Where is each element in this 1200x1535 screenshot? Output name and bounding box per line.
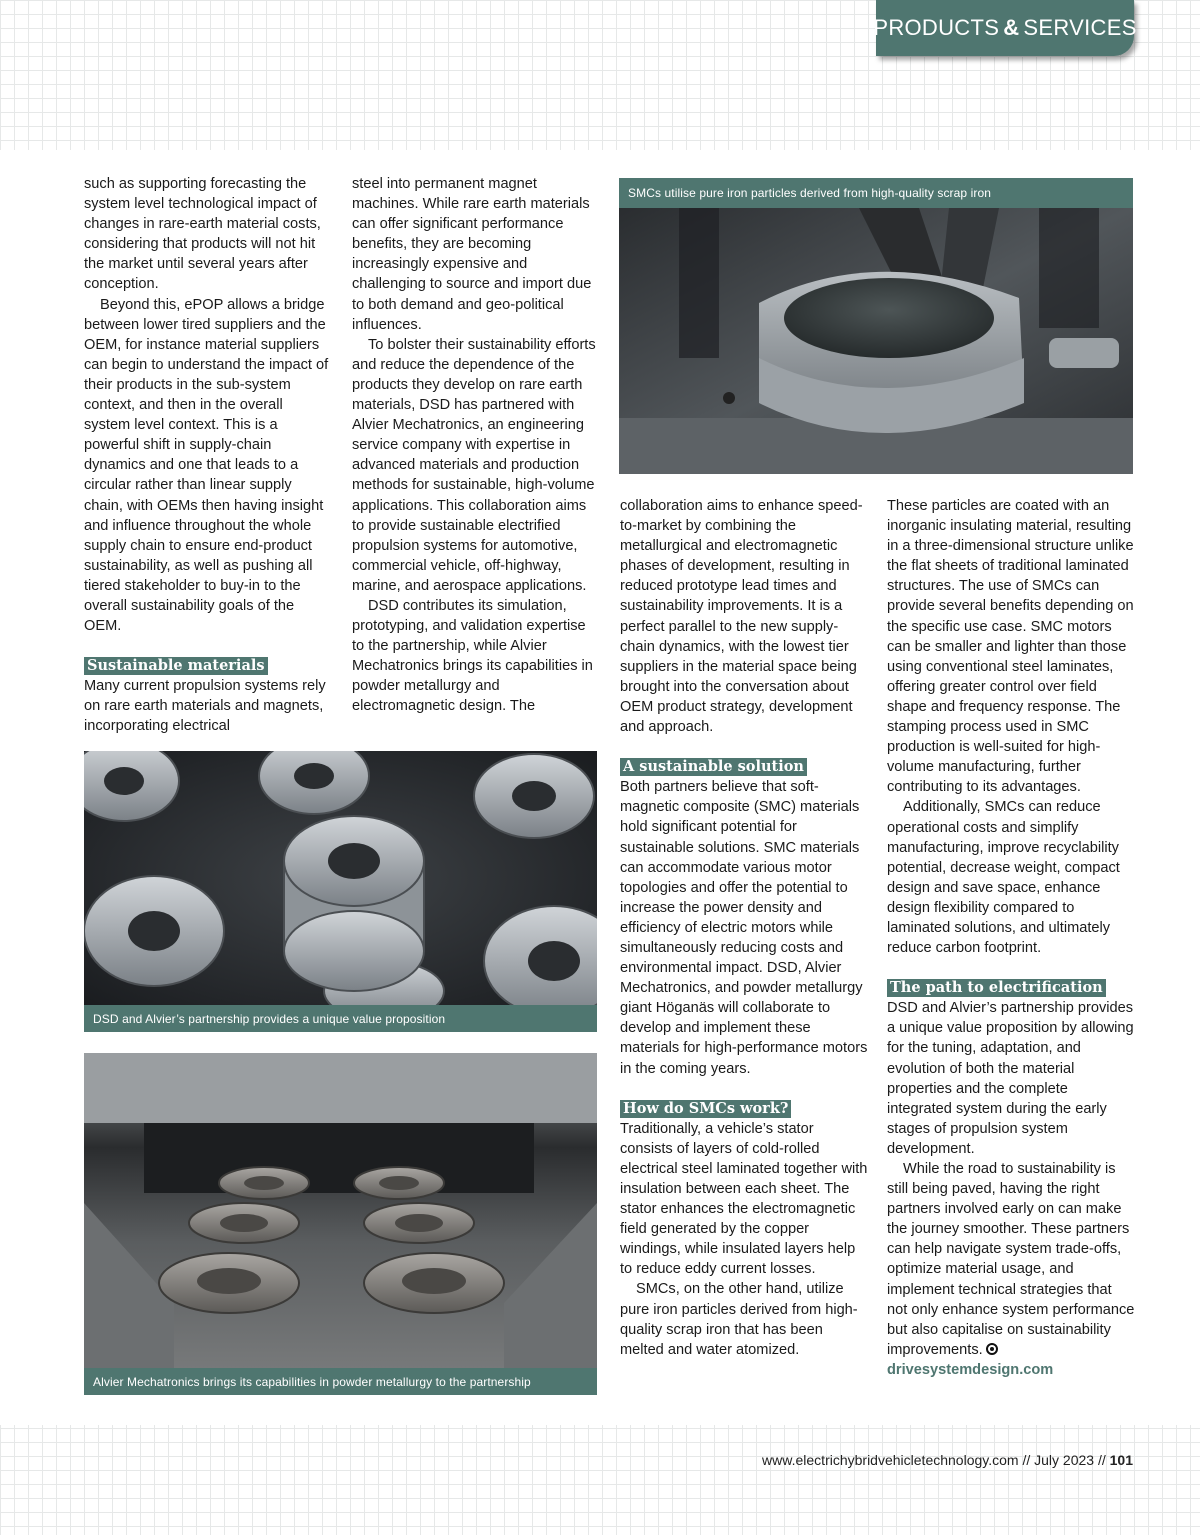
photo-iron-particles-image: [619, 208, 1133, 474]
col4-paragraph-2: Additionally, SMCs can reduce operational costs and simplify manufacturing, improve recyclability potential, decrease weight, compact design and save space, enhance design flexibility compared to laminated solutions, and ultimately reduce carbon footprint.: [887, 799, 1120, 957]
photo-iron-particles: [619, 208, 1133, 474]
footer-site: www.electrichybridvehicletechnology.com: [762, 1452, 1019, 1468]
col4-paragraph-3: DSD and Alvier’s partnership provides a unique value proposition by allowing for the tuning, adaptation, and evolution of both the material properties and the complete integrated system during the early stages of propulsion system development.: [887, 1000, 1134, 1157]
section-tab: [873, 0, 1137, 56]
website-link[interactable]: drivesystemdesign.com: [887, 1361, 1054, 1378]
page-footer: [690, 1452, 1133, 1468]
photo-smc-stators-image: [84, 751, 597, 1005]
footer-separator-1: //: [1018, 1452, 1035, 1468]
photo-smc-stators: [84, 751, 597, 1005]
end-mark-icon: [986, 1343, 998, 1355]
caption-bottom: [84, 1368, 597, 1395]
footer-separator-2: //: [1094, 1452, 1110, 1468]
column-3: [620, 496, 868, 1360]
col2-paragraph-2: To bolster their sustainability efforts and reduce the dependence of the products they develop on rare earth materials, DSD has partnered with Alvier Mechatronics, an engineering service company with expertise in advanced materials and production methods for sustainable, high-volume applications. This collaboration aims to provide sustainable electrified propulsion systems for automotive, commercial vehicle, off-highway, marine, and aerospace applications.: [352, 336, 596, 594]
col1-paragraph-3: Many current propulsion systems rely on rare earth materials and magnets, incorporating electrical: [84, 678, 326, 735]
col4-paragraph-4: [887, 1159, 1135, 1360]
caption-middle: [84, 1005, 597, 1032]
col3-paragraph-1: collaboration aims to enhance speed-to-market by combining the metallurgical and electromagnetic phases of development, resulting in reduced prototype lead times and sustainability improvements. It is a perfect parallel to the new supply-chain dynamics, with the lowest tier suppliers in the material space being brought into the conversation about OEM product strategy, development and approach.: [620, 498, 863, 736]
caption-middle-text: DSD and Alvier’s partnership provides a unique value proposition: [93, 1011, 446, 1026]
col2-paragraph-3: DSD contributes its simulation, prototyping, and validation expertise to the partnership, while Alvier Mechatronics brings its capabilities in powder metallurgy and electromagnetic design. The: [352, 597, 593, 715]
column-4: [887, 496, 1135, 1380]
heading-path-to-electrification: The path to electrification: [887, 979, 1106, 997]
col3-paragraph-3: Traditionally, a vehicle’s stator consists of layers of cold-rolled electrical steel laminated together with insulation between each sheet. The stator enhances the electromagnetic field generated by the copper windings, while insulated layers help to reduce eddy current losses.: [620, 1120, 868, 1278]
column-2: [352, 174, 600, 717]
heading-sustainable-solution: A sustainable solution: [620, 758, 807, 776]
col2-paragraph-1: steel into permanent magnet machines. While rare earth materials can offer significant performance benefits, they are becoming increasingly expensive and challenging to source and import due to both demand and geo-political influences.: [352, 176, 592, 333]
photo-powder-gears: [84, 1053, 597, 1368]
photo-powder-gears-image: [84, 1053, 597, 1368]
col1-paragraph-2: Beyond this, ePOP allows a bridge between lower tired suppliers and the OEM, for instance material suppliers can begin to understand the impact of their products in the sub-system context, and then in the overall system level context. This is a powerful shift in supply-chain dynamics and one that leads to a circular rather than linear supply chain, with OEMs then having insight and influence throughout the whole supply chain to ensure end-product sustainability, as well as pushing all tiered stakeholder to buy-in to the overall sustainability goals of the OEM.: [84, 296, 329, 635]
caption-top: [619, 178, 1133, 208]
col4-paragraph-1: These particles are coated with an inorganic insulating material, resulting in a three-dimensional structure unlike the flat sheets of traditional laminated structures. The use of SMCs can provide several benefits depending on the specific use case. SMC motors can be smaller and lighter than those using conventional steel laminates, offering greater control over field shape and frequency response. The stamping process used in SMC production is well-suited for high-volume manufacturing, further contributing to its advantages.: [887, 498, 1134, 796]
section-label-amp: &: [1003, 15, 1020, 40]
heading-sustainable-materials: Sustainable materials: [84, 657, 268, 675]
col3-paragraph-4: SMCs, on the other hand, utilize pure iron particles derived from high-quality scrap iron that has been melted and water atomized.: [620, 1281, 858, 1358]
section-label-products: PRODUCTS: [873, 15, 1000, 40]
caption-top-text: SMCs utilise pure iron particles derived from high-quality scrap iron: [628, 186, 992, 200]
heading-how-smcs-work: How do SMCs work?: [620, 1100, 791, 1118]
col3-paragraph-2: Both partners believe that soft-magnetic composite (SMC) materials hold significant potential for sustainable solutions. SMC materials can accommodate various motor topologies and offer the potential to increase the power density and efficiency of electric motors while simultaneously reducing costs and environmental impact. DSD, Alvier Mechatronics, and powder metallurgy giant Höganäs will collaborate to develop and implement these materials for high-performance motors in the coming years.: [620, 779, 868, 1077]
page-number: 101: [1109, 1452, 1133, 1468]
section-label-services: SERVICES: [1023, 15, 1137, 40]
column-1: [84, 174, 332, 737]
col1-paragraph-1: such as supporting forecasting the system level technological impact of changes in rare-earth material costs, considering that products will not hit the market until several years after conception.: [84, 176, 321, 293]
caption-bottom-text: Alvier Mechatronics brings its capabilities in powder metallurgy to the partnership: [93, 1374, 531, 1389]
col4-paragraph-4-text: While the road to sustainability is still being paved, having the right partners involved early on can make the journey smoother. These partners can help navigate system trade-offs, optimize material usage, and implement technical strategies that not only enhance system performance but also capitalise on sustainability improvements.: [887, 1161, 1135, 1358]
footer-date: July 2023: [1034, 1452, 1095, 1468]
